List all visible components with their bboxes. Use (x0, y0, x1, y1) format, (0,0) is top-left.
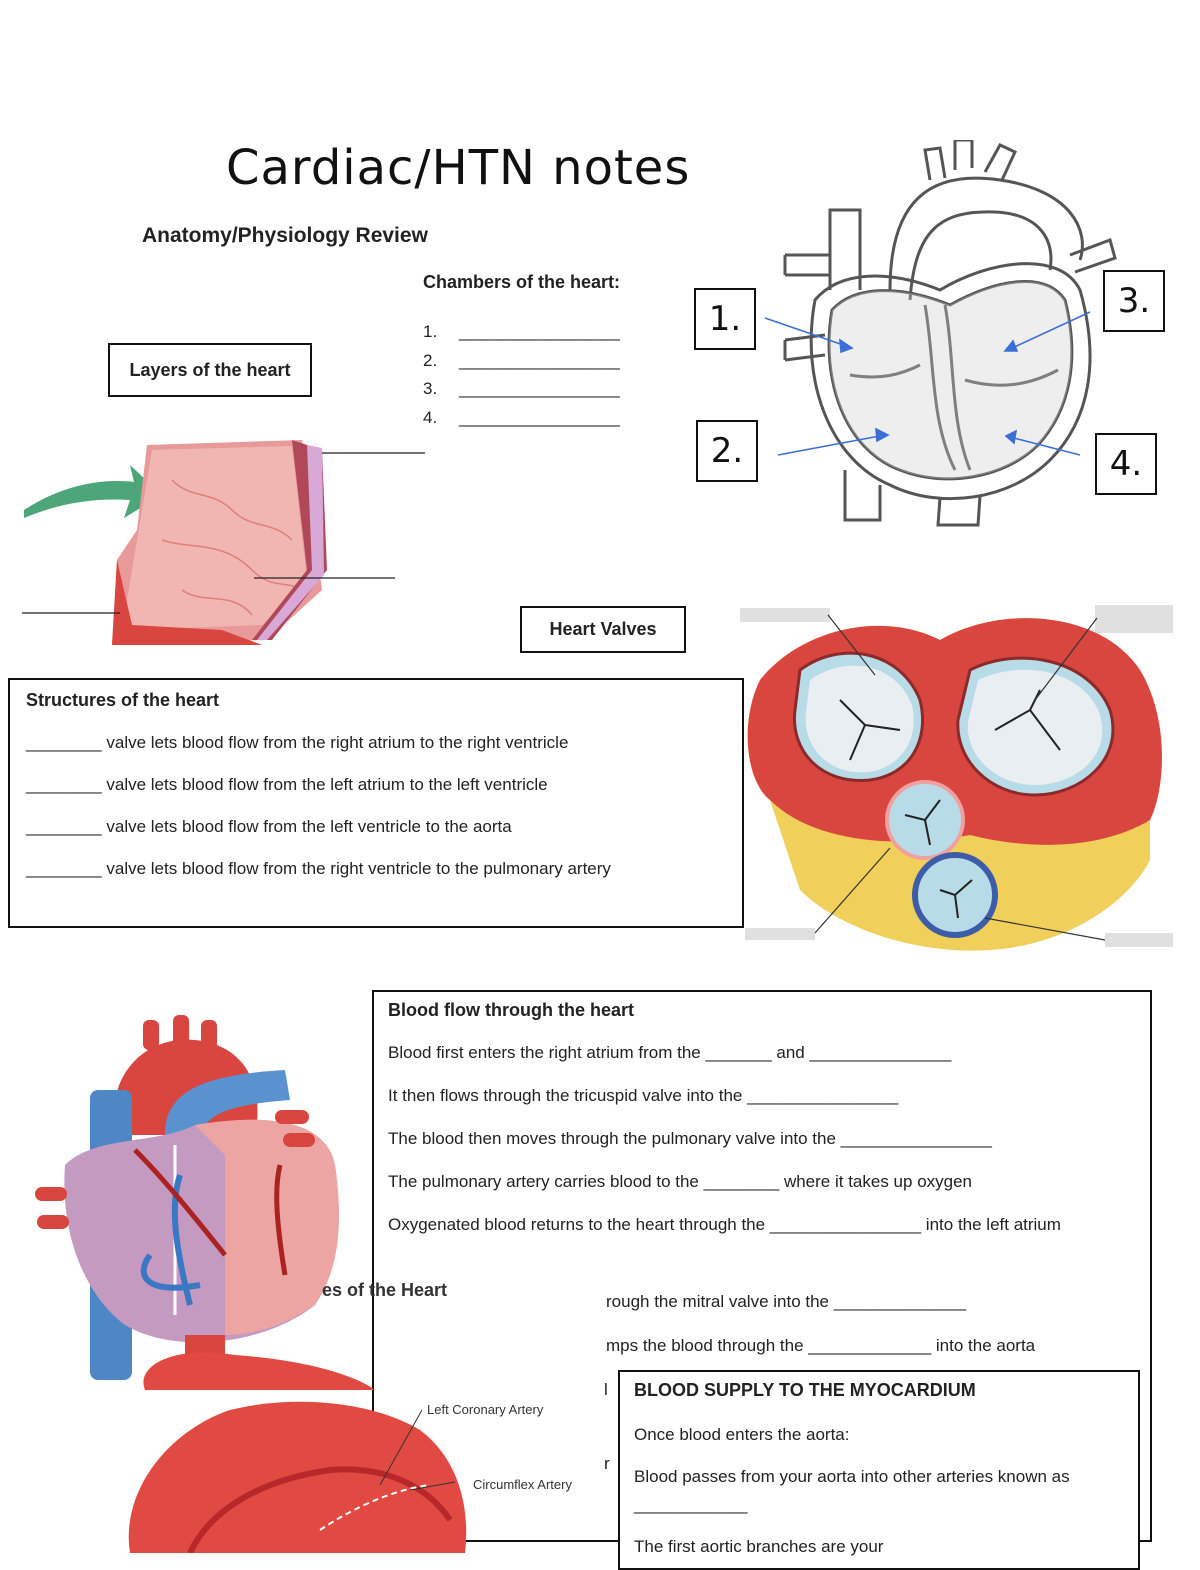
blood-flow-heart-image (25, 1015, 475, 1390)
coronary-label: Left Coronary Artery (427, 1402, 544, 1417)
section-subtitle: Anatomy/Physiology Review (142, 224, 428, 247)
structures-panel (8, 678, 744, 928)
structures-line: ________ valve lets blood flow from the left atrium to the left ventricle (26, 775, 548, 794)
chamber-label-2: 2. (696, 420, 758, 482)
blood-flow-line: Blood first enters the right atrium from the _______ and _______________ (388, 1043, 952, 1062)
chamber-label-3: 3. (1103, 270, 1165, 332)
blood-supply-line: Once blood enters the aorta: (634, 1425, 850, 1444)
chamber-pointer-arrows (740, 290, 1100, 470)
blood-flow-line: rough the mitral valve into the ______________ (606, 1292, 967, 1311)
chambers-heading: Chambers of the heart: (423, 272, 621, 292)
page-title: Cardiac/HTN notes (226, 140, 691, 196)
blood-supply-line: Blood passes from your aorta into other arteries known as ____________ (634, 1467, 1070, 1514)
coronary-label: Circumflex Artery (473, 1477, 572, 1492)
chamber-number: 2. (423, 350, 438, 370)
blood-flow-line: mps the blood through the _____________ into the aorta (606, 1336, 1036, 1355)
blood-flow-fragment: l (604, 1380, 608, 1399)
chamber-number: 4. (423, 407, 438, 427)
blood-flow-line: The pulmonary artery carries blood to the ________ where it takes up oxygen (388, 1172, 973, 1191)
chamber-item (423, 375, 620, 404)
blood-supply-heading: BLOOD SUPPLY TO THE MYOCARDIUM (634, 1380, 976, 1400)
blood-supply-panel (618, 1370, 1140, 1570)
chamber-blank[interactable]: _________________ (459, 379, 620, 398)
chamber-label-4: 4. (1095, 433, 1157, 495)
structures-line: ________ valve lets blood flow from the right atrium to the right ventricle (26, 733, 569, 752)
heart-valves-image (740, 600, 1175, 960)
chamber-blank[interactable]: _________________ (459, 322, 620, 341)
blood-flow-line: Oxygenated blood returns to the heart through the ________________ into the left atrium (388, 1215, 1061, 1234)
chamber-blank[interactable]: _________________ (459, 350, 620, 370)
structures-line: ________ valve lets blood flow from the left ventricle to the aorta (26, 817, 512, 836)
chamber-item (423, 347, 620, 376)
heart-wall-layers-image (22, 440, 432, 650)
coronary-heart-image (110, 1370, 480, 1553)
structures-line: ________ valve lets blood flow from the right ventricle to the pulmonary artery (26, 859, 611, 878)
chamber-number: 1. (423, 322, 438, 341)
chambers-list (423, 318, 620, 432)
figure-caption: es of the Heart (322, 1280, 448, 1300)
chamber-item (423, 318, 620, 347)
layers-label: Layers of the heart (108, 343, 312, 397)
chamber-item (423, 404, 620, 433)
blood-flow-fragment: r (604, 1454, 610, 1473)
structures-heading: Structures of the heart (26, 690, 220, 710)
chamber-label-1: 1. (694, 288, 756, 350)
valves-label: Heart Valves (520, 606, 686, 653)
blood-flow-line: It then flows through the tricuspid valve into the ________________ (388, 1086, 899, 1105)
blood-flow-line: The blood then moves through the pulmonary valve into the ________________ (388, 1129, 992, 1148)
blood-supply-line: The first aortic branches are your (634, 1537, 884, 1556)
chamber-blank[interactable]: _________________ (459, 407, 620, 427)
blood-flow-heading: Blood flow through the heart (388, 1000, 634, 1020)
chamber-number: 3. (423, 379, 438, 398)
